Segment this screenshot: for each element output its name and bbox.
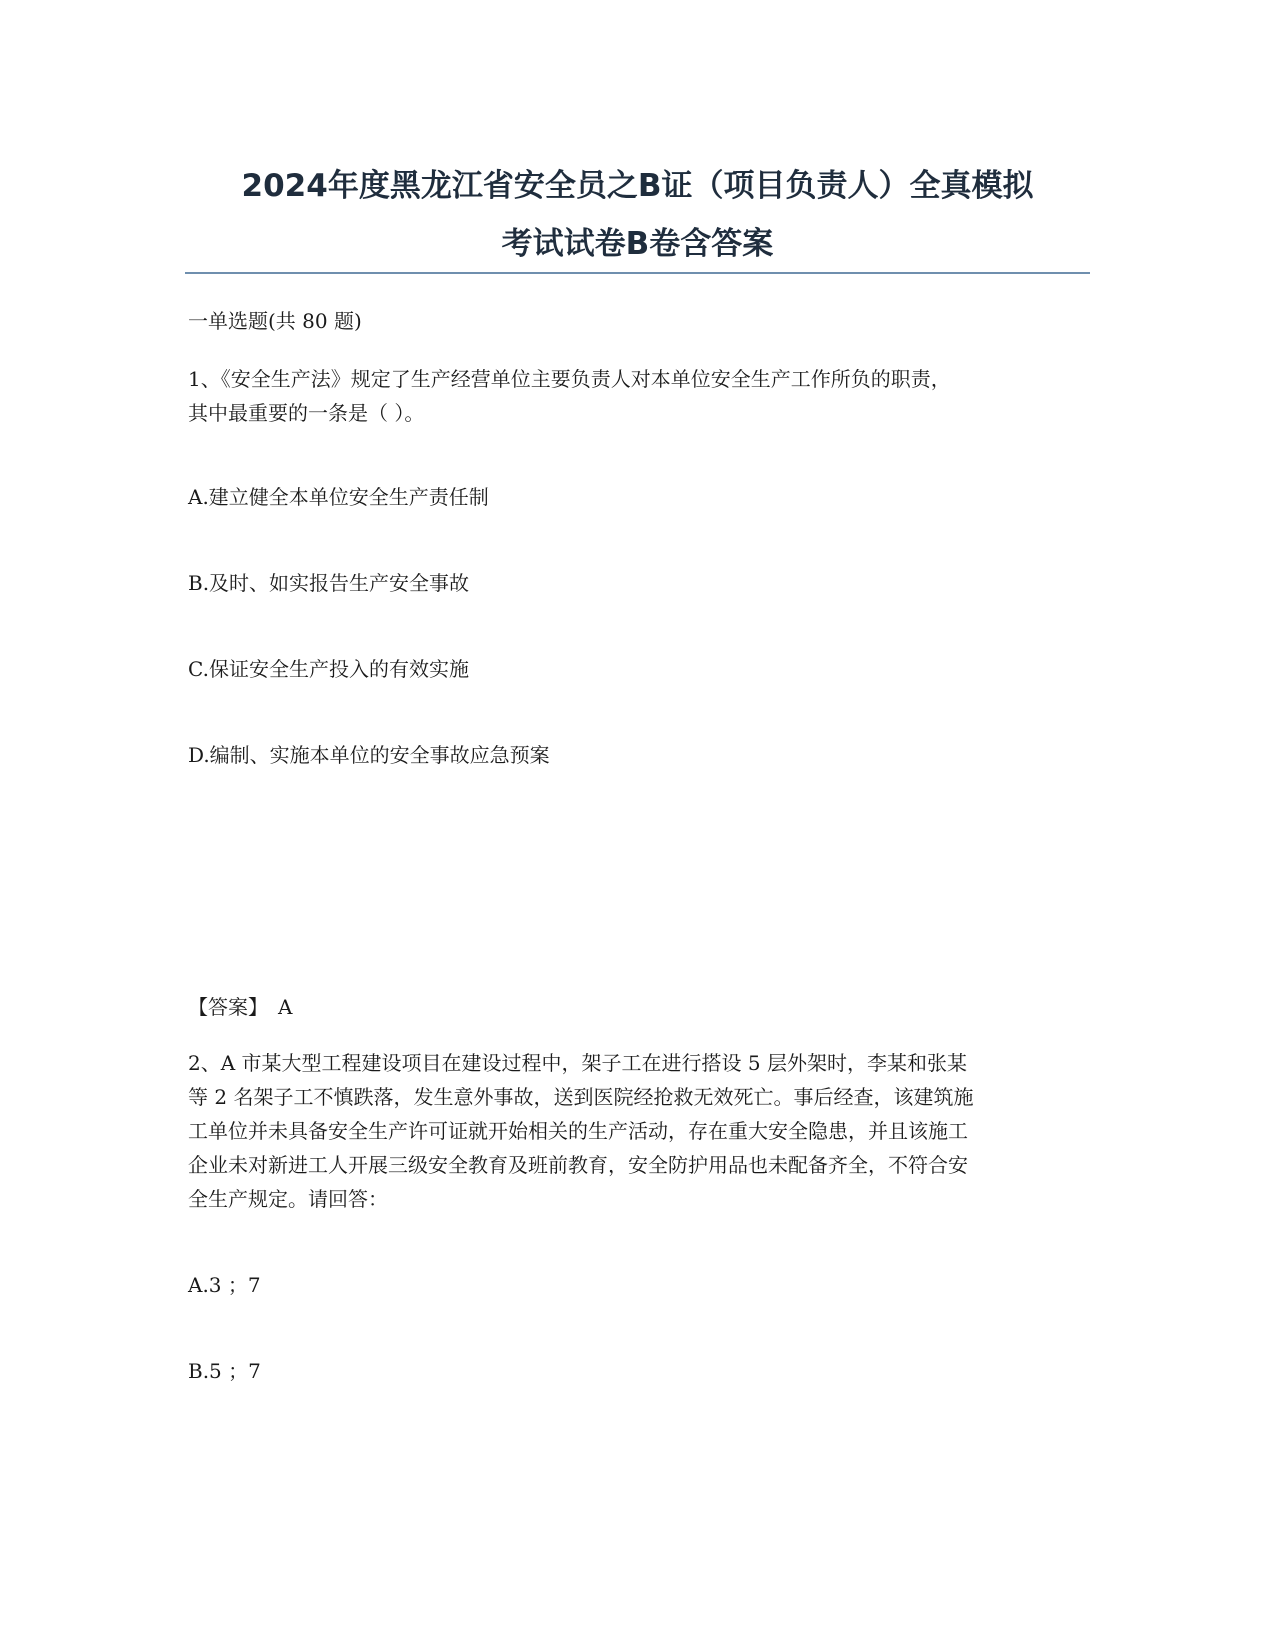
document-title-line-1: 2024年度黑龙江省安全员之B证（项目负责人）全真模拟 <box>241 168 1034 204</box>
question-2-option-a: A.3 ；7 <box>188 1273 261 1297</box>
question-2-option-b: B.5 ；7 <box>188 1359 261 1383</box>
question-1-option-d: D.编制、实施本单位的安全事故应急预案 <box>188 743 550 767</box>
title-divider <box>185 272 1090 274</box>
question-2-stem-line-4: 企业未对新进工人开展三级安全教育及班前教育，安全防护用品也未配备齐全，不符合安 <box>188 1153 968 1177</box>
question-1-stem-line-2: 其中最重要的一条是（ ）。 <box>188 401 425 425</box>
question-2-stem-line-2: 等 2 名架子工不慎跌落，发生意外事故，送到医院经抢救无效死亡。事后经查，该建筑施 <box>188 1085 974 1109</box>
question-2-stem-line-1: 2、A 市某大型工程建设项目在建设过程中，架子工在进行搭设 5 层外架时，李某和张某 <box>188 1051 967 1075</box>
question-2-stem-line-3: 工单位并未具备安全生产许可证就开始相关的生产活动，存在重大安全隐患，并且该施工 <box>188 1119 968 1143</box>
question-1-stem-line-1: 1、《安全生产法》规定了生产经营单位主要负责人对本单位安全生产工作所负的职责， <box>188 367 951 391</box>
question-1-option-a: A.建立健全本单位安全生产责任制 <box>188 485 489 509</box>
question-2-stem-line-5: 全生产规定。请回答： <box>188 1187 388 1211</box>
document-title-line-2: 考试试卷B卷含答案 <box>501 226 774 262</box>
question-1-option-c: C.保证安全生产投入的有效实施 <box>188 657 469 681</box>
question-1-option-b: B.及时、如实报告生产安全事故 <box>188 571 470 595</box>
question-1-answer: 【答案】 A <box>188 995 293 1019</box>
section-heading: 一单选题(共 80 题) <box>188 309 362 333</box>
